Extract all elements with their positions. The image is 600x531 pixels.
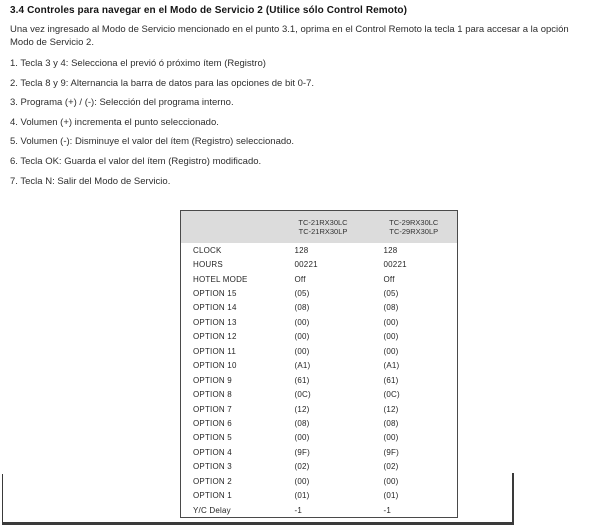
row-value-b: (61) [383, 375, 399, 385]
row-value-b: 00221 [383, 260, 407, 270]
row-value-a: (08) [294, 303, 310, 313]
row-label: OPTION 15 [193, 289, 237, 299]
row-label: OPTION 2 [193, 476, 232, 486]
row-label: OPTION 12 [193, 332, 237, 342]
row-value-b: (0C) [383, 390, 400, 400]
row-value-a: (00) [294, 332, 310, 342]
row-value-b: Off [383, 274, 395, 284]
row-value-b: (05) [383, 289, 399, 299]
row-value-a: (02) [294, 462, 310, 472]
row-value-b: (00) [383, 346, 399, 356]
row-label: OPTION 14 [193, 303, 237, 313]
table-row [181, 445, 458, 459]
table-row [181, 272, 458, 286]
row-value-b: 128 [383, 245, 398, 255]
row-label: OPTION 7 [193, 404, 232, 414]
row-value-a: -1 [294, 505, 303, 515]
row-value-b: (00) [383, 433, 399, 443]
row-value-a: (01) [294, 491, 310, 501]
table-row [181, 416, 458, 430]
row-label: OPTION 10 [193, 361, 237, 371]
row-label: OPTION 11 [193, 346, 236, 356]
row-value-a: (00) [294, 317, 310, 327]
model-a-line2: TC-21RX30LP [298, 227, 348, 236]
row-value-b: (12) [383, 404, 399, 414]
row-value-a: (00) [294, 346, 310, 356]
model-a-header [276, 211, 371, 244]
instruction-item: 1. Tecla 3 y 4: Selecciona el previó ó próximo ítem (Registro) [10, 58, 266, 69]
row-label: OPTION 3 [193, 462, 232, 472]
instruction-list [10, 58, 570, 195]
row-value-b: (08) [383, 303, 399, 313]
table-header-row [181, 211, 458, 244]
model-b-line1: TC-29RX30LC [389, 218, 439, 227]
row-label: OPTION 8 [193, 390, 232, 400]
row-value-a: (05) [294, 289, 310, 299]
model-a-line1: TC-21RX30LC [298, 218, 348, 227]
model-b-header [371, 211, 458, 244]
model-b-line2: TC-29RX30LP [389, 227, 439, 236]
empty-header-cell [181, 211, 276, 244]
row-value-b: -1 [383, 505, 392, 515]
row-label: CLOCK [193, 245, 222, 255]
table-row [181, 315, 458, 329]
row-value-a: (12) [294, 404, 310, 414]
table-row [181, 402, 458, 416]
row-value-a: (9F) [294, 447, 310, 457]
row-value-b: (08) [383, 418, 399, 428]
table-row [181, 301, 458, 315]
table-row [181, 330, 458, 344]
row-label: OPTION 4 [193, 447, 232, 457]
row-value-a: (00) [294, 433, 310, 443]
row-value-b: (02) [383, 462, 399, 472]
instruction-item: 6. Tecla OK: Guarda el valor del ítem (Registro) modificado. [10, 155, 262, 167]
service-settings-table [180, 210, 458, 518]
row-value-b: (01) [383, 491, 399, 501]
cropped-box-left-border [2, 474, 3, 523]
table-row [181, 344, 458, 358]
table-row [181, 257, 458, 271]
row-label: OPTION 9 [193, 375, 232, 385]
intro-paragraph: Una vez ingresado al Modo de Servicio mencionado en el punto 3.1, oprima en el Control Remoto la tecla 1 para accesar a la opción Modo de Servicio 2. [10, 24, 569, 48]
table-row [181, 503, 458, 518]
row-value-a: (00) [294, 476, 310, 486]
table-row [181, 431, 458, 445]
row-label: OPTION 13 [193, 317, 237, 327]
row-value-a: (61) [294, 375, 310, 385]
table-row [181, 373, 458, 387]
row-label: HOURS [193, 260, 223, 270]
cropped-box-bottom-border [2, 522, 514, 525]
row-value-b: (00) [383, 476, 399, 486]
row-value-a: (0C) [294, 390, 311, 400]
section-title: 3.4 Controles para navegar en el Modo de Servicio 2 (Utilice sólo Control Remoto) [10, 5, 408, 16]
row-value-b: (00) [383, 317, 399, 327]
row-label: Y/C Delay [193, 505, 231, 515]
row-value-a: (08) [294, 418, 310, 428]
instruction-item: 5. Volumen (-): Disminuye el valor del ítem (Registro) seleccionado. [10, 136, 295, 148]
table-row [181, 460, 458, 474]
table-row [181, 387, 458, 401]
table-row [181, 474, 458, 488]
table-row [181, 286, 458, 300]
row-value-b: (9F) [383, 447, 399, 457]
table-row [181, 359, 458, 373]
instruction-item: 3. Programa (+) / (-): Selección del programa interno. [10, 97, 234, 109]
instruction-item: 4. Volumen (+) incrementa el punto seleccionado. [10, 116, 219, 128]
row-label: OPTION 1 [193, 491, 232, 501]
instruction-item: 7. Tecla N: Salir del Modo de Servicio. [10, 175, 171, 187]
instruction-item: 2. Tecla 8 y 9: Alternancia la barra de datos para las opciones de bit 0-7. [10, 77, 315, 89]
row-value-a: 128 [294, 245, 309, 255]
row-value-a: (A1) [294, 361, 311, 371]
row-value-b: (00) [383, 332, 399, 342]
row-label: OPTION 6 [193, 418, 232, 428]
table-row [181, 488, 458, 502]
row-value-b: (A1) [383, 361, 400, 371]
table-row [181, 243, 458, 257]
row-label: OPTION 5 [193, 433, 232, 443]
row-label: HOTEL MODE [193, 274, 248, 284]
cropped-box-right-border [512, 473, 514, 523]
row-value-a: Off [294, 274, 306, 284]
row-value-a: 00221 [294, 260, 318, 270]
